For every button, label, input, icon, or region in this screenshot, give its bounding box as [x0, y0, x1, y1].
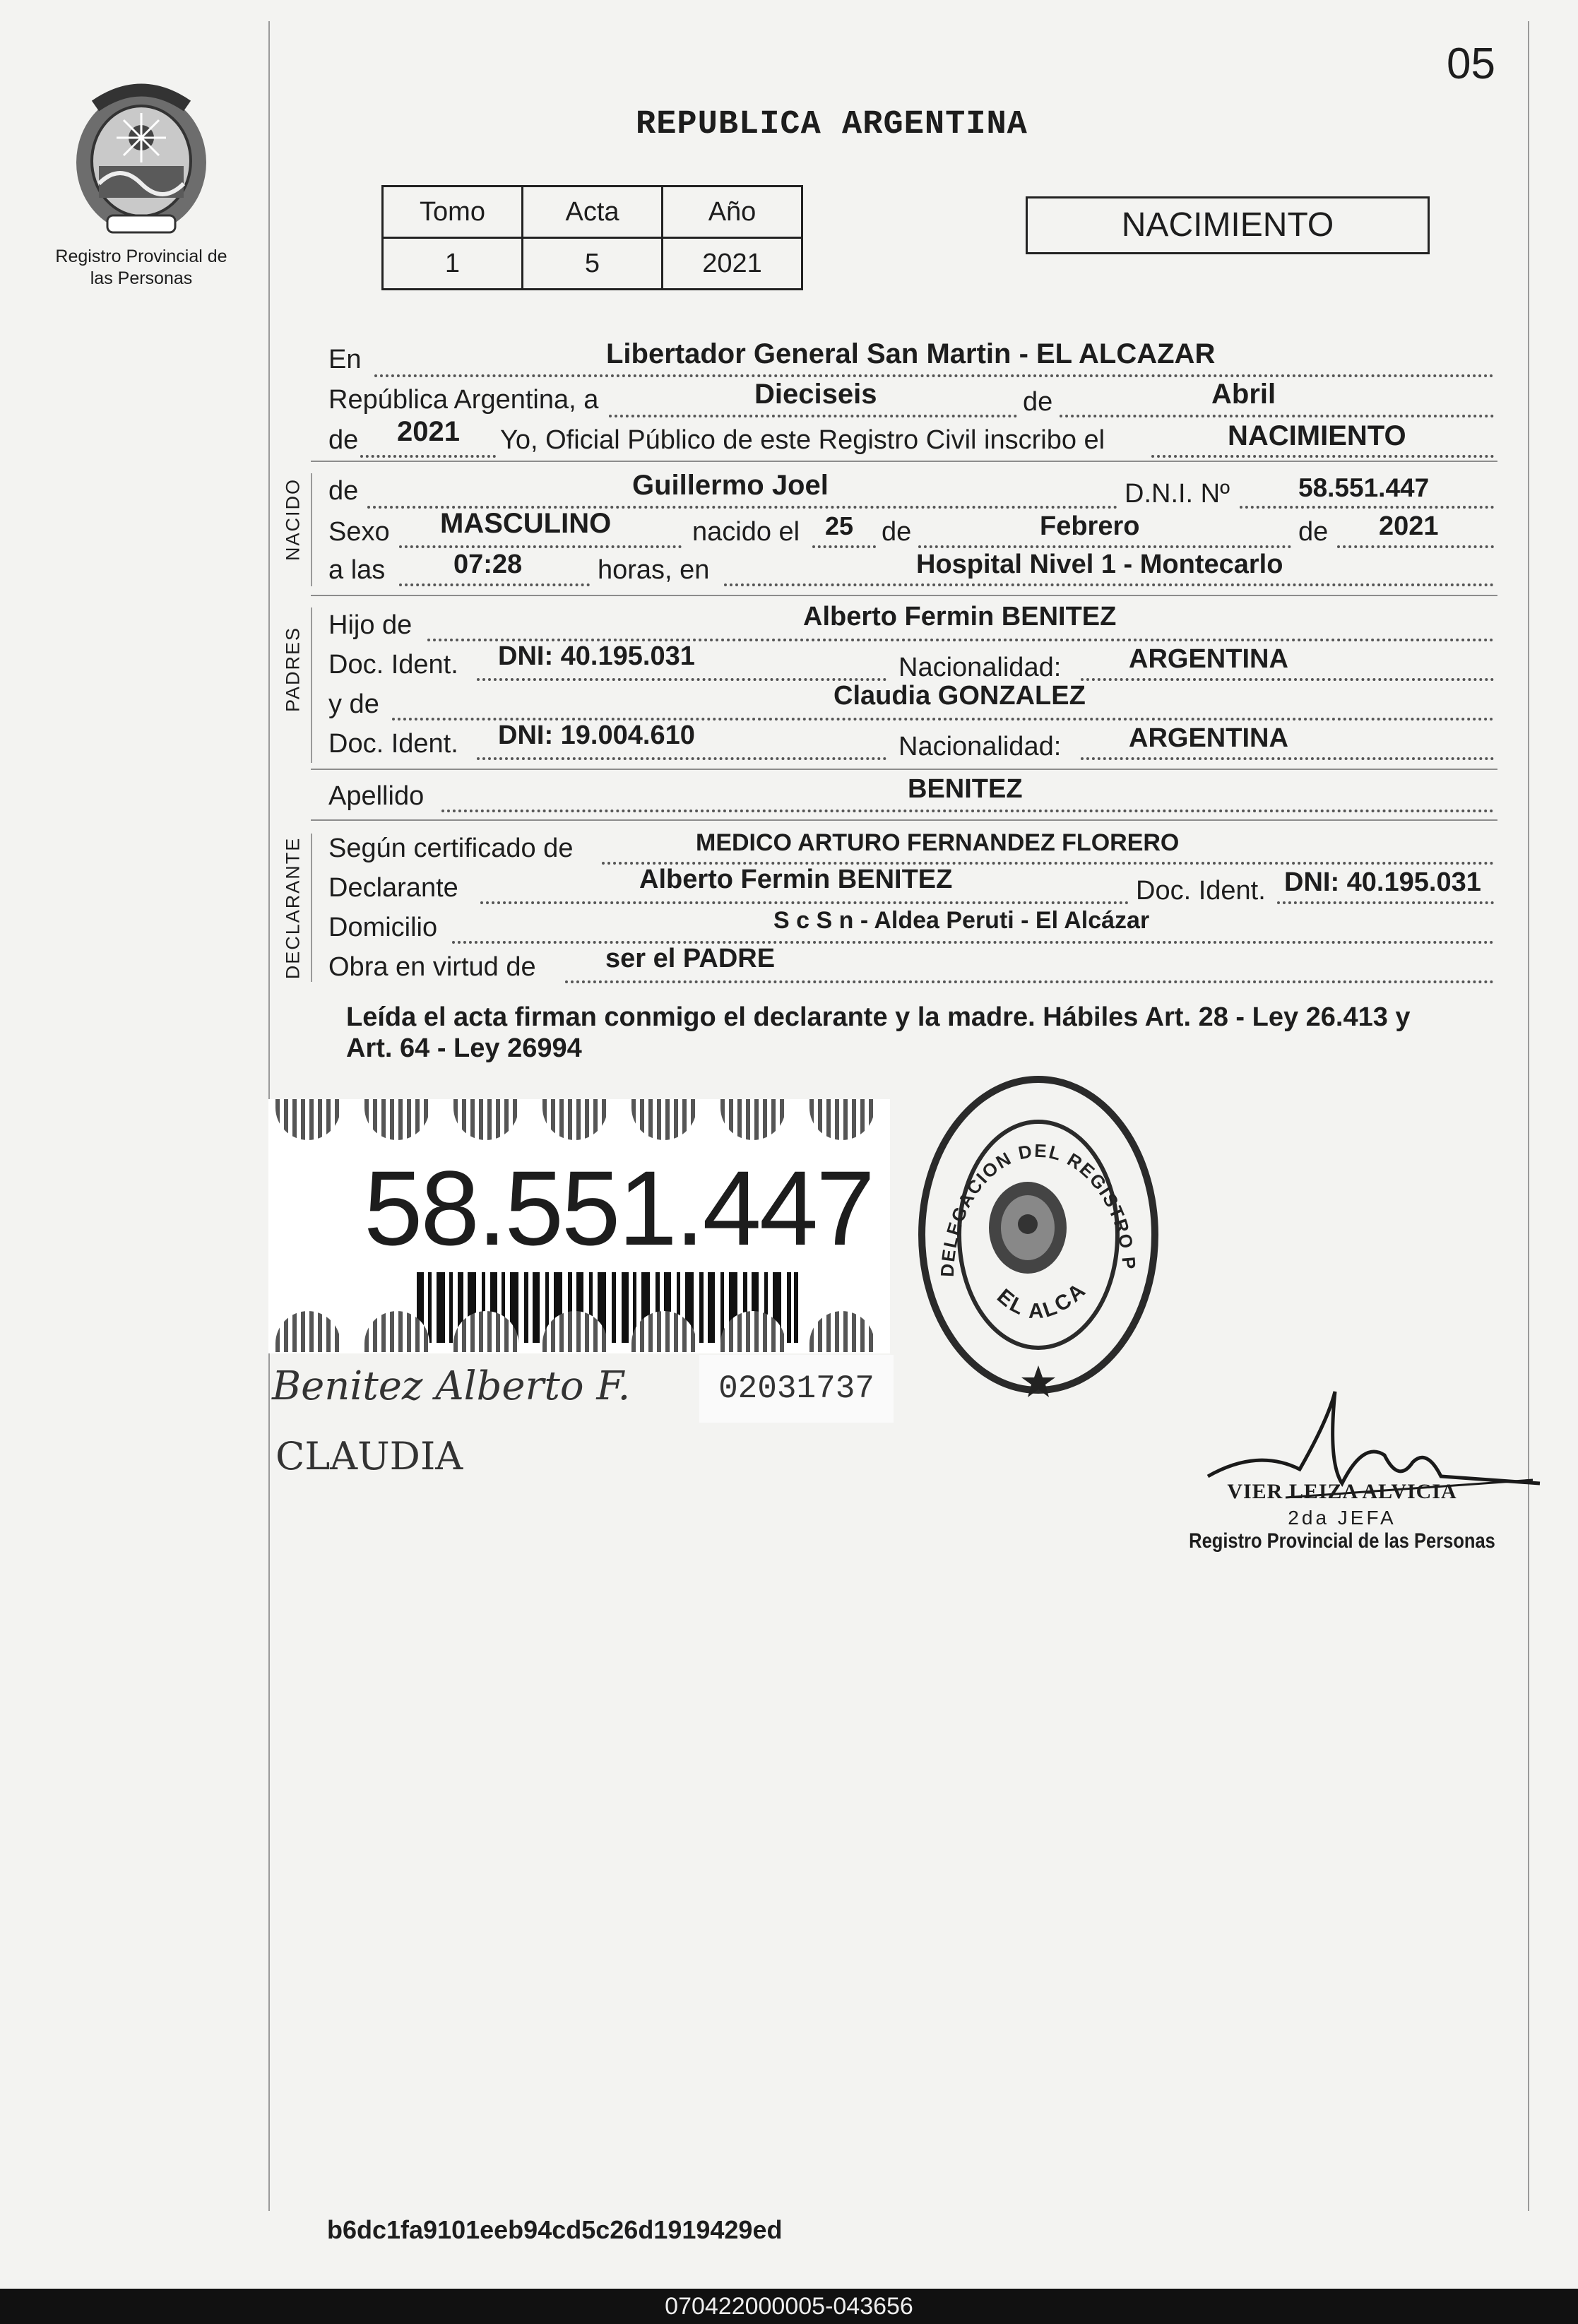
- de-label: de: [882, 517, 912, 547]
- nacionalidad-label: Nacionalidad:: [898, 732, 1062, 761]
- nacido-el-label: nacido el: [692, 517, 800, 547]
- declarante-value: Alberto Fermin BENITEZ: [639, 865, 953, 894]
- birth-day-value: 25: [825, 511, 854, 540]
- section-bar: [311, 473, 312, 586]
- apellido-label: Apellido: [328, 781, 425, 811]
- father-name-value: Alberto Fermin BENITEZ: [803, 602, 1117, 632]
- father-doc-value: DNI: 40.195.031: [498, 641, 695, 671]
- signature-block: [1158, 1480, 1526, 1553]
- sticker-pattern: [268, 1311, 890, 1353]
- tomo-label: Tomo: [383, 186, 523, 238]
- dni-value: 58.551.447: [1298, 473, 1430, 502]
- doc-ident-label: Doc. Ident.: [328, 729, 458, 759]
- acta-value: 5: [523, 238, 663, 290]
- obra-en-virtud-label: Obra en virtud de: [328, 952, 536, 982]
- y-de-label: y de: [328, 689, 379, 719]
- doc-ident-label: Doc. Ident.: [328, 650, 458, 680]
- birth-year-value: 2021: [1379, 511, 1439, 541]
- declarante-label: DECLARANTE: [282, 836, 304, 980]
- nacionalidad-label: Nacionalidad:: [898, 653, 1062, 682]
- province-emblem-icon: [71, 78, 212, 237]
- de-label: de: [1023, 387, 1053, 417]
- de-label: de: [328, 476, 359, 506]
- de-label: de: [1298, 517, 1329, 547]
- section-divider: [311, 819, 1497, 821]
- doc-ident-label: Doc. Ident.: [1136, 876, 1266, 906]
- nacido-label: NACIDO: [282, 478, 304, 562]
- serial-number: 02031737: [699, 1355, 894, 1423]
- record-type-box: NACIMIENTO: [1026, 196, 1430, 254]
- declarante-doc-value: DNI: 40.195.031: [1284, 867, 1481, 897]
- handwritten-father: Benitez Alberto F.: [272, 1363, 631, 1409]
- right-margin-line: [1528, 21, 1529, 2211]
- document-title: REPUBLICA ARGENTINA: [636, 106, 1028, 143]
- seal-icon: [911, 1065, 1165, 1404]
- child-name-value: Guillermo Joel: [632, 470, 829, 501]
- mother-doc-value: DNI: 19.004.610: [498, 721, 695, 750]
- record-value: NACIMIENTO: [1228, 420, 1406, 451]
- institution-name: Registro Provincial de las Personas: [55, 247, 227, 288]
- dotted-line: [1060, 388, 1494, 417]
- svg-text:EL ALCAZAR: [911, 1065, 1091, 1323]
- document-hash: b6dc1fa9101eeb94cd5c26d1919429ed: [327, 2215, 783, 2244]
- hijo-de-label: Hijo de: [328, 610, 413, 640]
- year-value: 2021: [397, 416, 460, 447]
- sticker-pattern: [268, 1099, 890, 1142]
- dni-sticker: [268, 1099, 890, 1353]
- birth-month-value: Febrero: [1040, 511, 1140, 541]
- obra-value: ser el PADRE: [605, 944, 776, 973]
- section-bar: [311, 607, 312, 763]
- declarante-field-label: Declarante: [328, 873, 458, 903]
- seal-city: EL ALCA: [992, 1277, 1091, 1323]
- signer-role: 2da JEFA: [1288, 1507, 1396, 1529]
- sticker-number: 58.551.447: [364, 1149, 873, 1267]
- birthplace-value: Hospital Nivel 1 - Montecarlo: [916, 550, 1283, 579]
- section-divider: [311, 461, 1497, 462]
- segun-certificado-label: Según certificado de: [328, 834, 574, 863]
- acta-label: Acta: [523, 186, 663, 238]
- legal-text: Leída el acta firman conmigo el declarante y la madre. Hábiles Art. 28 - Ley 26.413 y Art. 64 - Ley 26994: [346, 1002, 1411, 1063]
- tomo-acta-anio-table: [381, 185, 803, 290]
- horas-label: horas, en: [598, 555, 710, 585]
- month-value: Abril: [1211, 379, 1276, 410]
- domicilio-label: Domicilio: [328, 913, 438, 942]
- anio-value: 2021: [663, 238, 802, 290]
- signer-name: VIER LEIZA ALVICIA: [1227, 1480, 1457, 1503]
- de-label: de: [328, 425, 359, 455]
- sexo-label: Sexo: [328, 517, 390, 547]
- page-number: 05: [1447, 40, 1495, 88]
- apellido-value: BENITEZ: [908, 774, 1023, 804]
- father-nationality-value: ARGENTINA: [1129, 644, 1288, 674]
- domicilio-value: S c S n - Aldea Peruti - El Alcázar: [773, 907, 1150, 934]
- registry-seal: [911, 1065, 1165, 1404]
- country-label: República Argentina, a: [328, 385, 599, 415]
- handwritten-mother: CLAUDIA: [275, 1434, 463, 1478]
- sexo-value: MASCULINO: [440, 508, 612, 539]
- tomo-value: 1: [383, 238, 523, 290]
- seal-text: DELEGACION DEL REGISTRO P: [936, 1139, 1140, 1278]
- section-divider: [311, 595, 1497, 596]
- certificate-value: MEDICO ARTURO FERNANDEZ FLORERO: [696, 829, 1180, 856]
- day-value: Dieciseis: [754, 379, 877, 410]
- section-divider: [311, 769, 1497, 770]
- signer-organization: Registro Provincial de las Personas: [1189, 1529, 1495, 1553]
- hour-value: 07:28: [453, 550, 523, 579]
- officer-text: Yo, Oficial Público de este Registro Civil inscribo el: [500, 425, 1105, 455]
- padres-label: PADRES: [282, 626, 304, 713]
- anio-label: Año: [663, 186, 802, 238]
- place-value: Libertador General San Martin - EL ALCAZAR: [606, 338, 1216, 369]
- dni-label: D.N.I. Nº: [1125, 479, 1230, 509]
- a-las-label: a las: [328, 555, 386, 585]
- section-bar: [311, 834, 312, 982]
- mother-name-value: Claudia GONZALEZ: [834, 681, 1086, 711]
- mother-nationality-value: ARGENTINA: [1129, 723, 1288, 753]
- en-label: En: [328, 345, 362, 374]
- footer-code: 070422000005-043656: [0, 2289, 1578, 2324]
